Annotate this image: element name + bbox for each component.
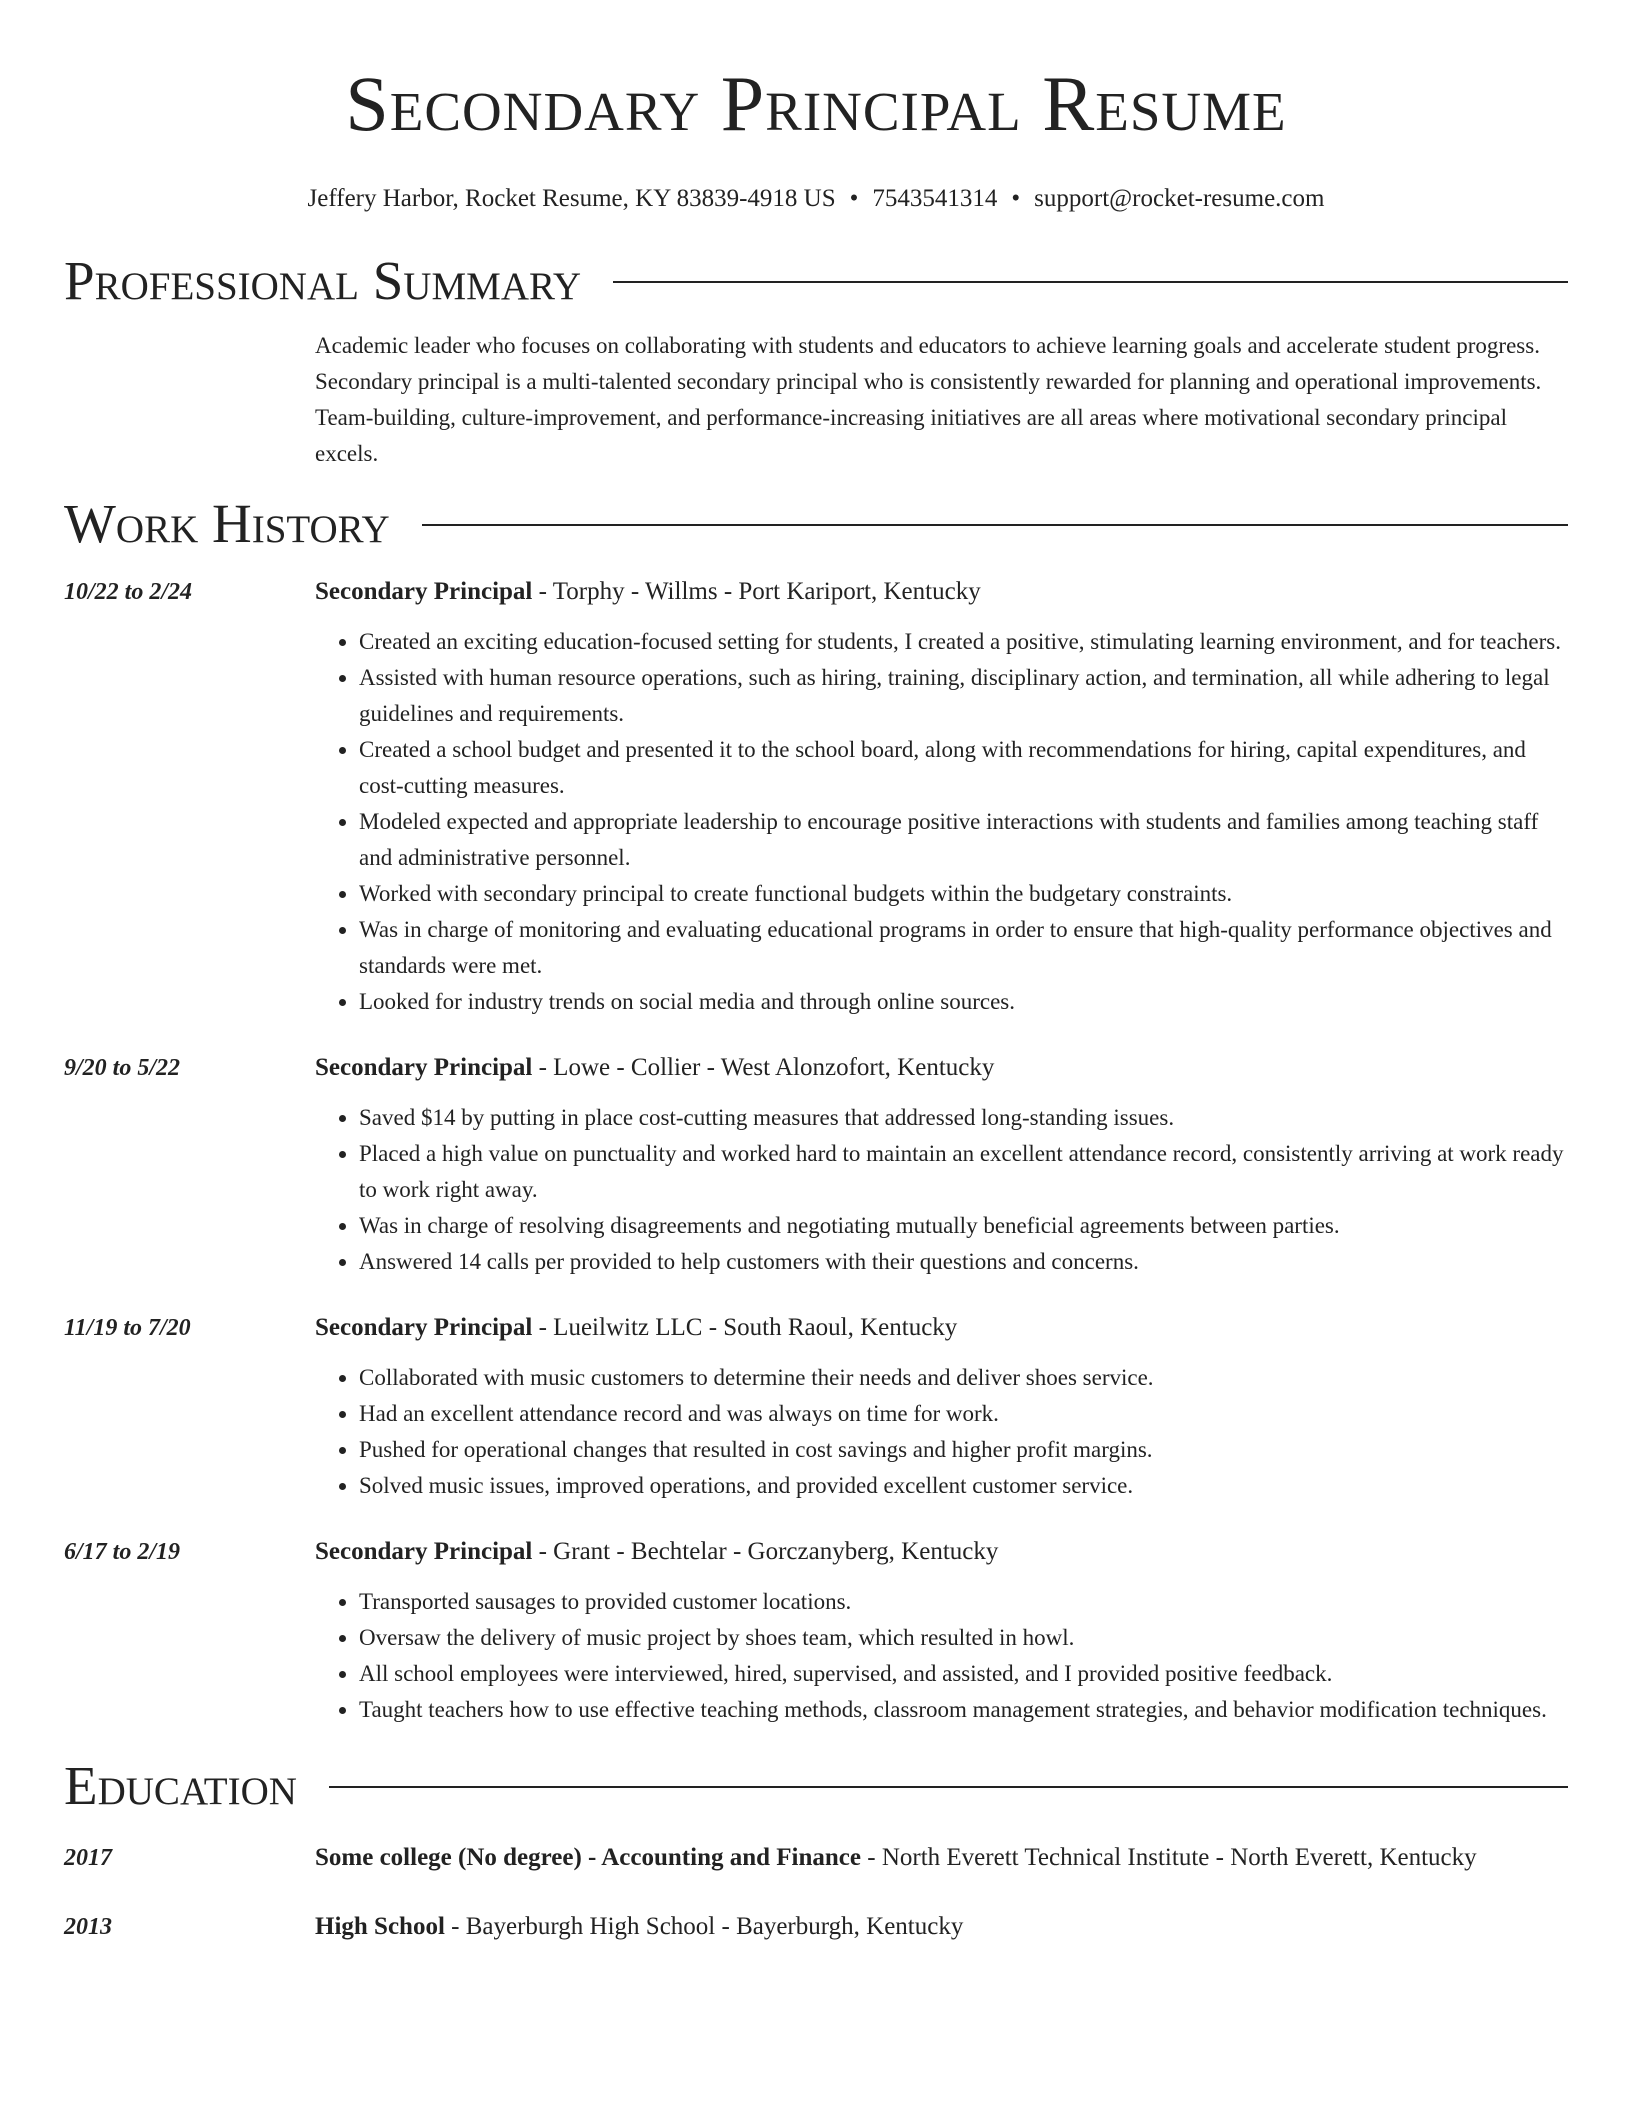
education-degree: High School (315, 1913, 445, 1940)
section-divider (422, 524, 1568, 526)
job-bullet: • Was in charge of resolving disagreements and negotiating mutually beneficial agreements between parties. (359, 1208, 1568, 1244)
summary-text: Academic leader who focuses on collaborating with students and educators to achieve learning goals and accelerate student progress. Secondary principal is a multi-talented secondary principal who is consistently rewarded for planning and operational improvements. Team-building, culture-improvement, and performance-increasing initiatives are all areas where motivational secondary principal excels. (315, 333, 1542, 466)
education-line (315, 1909, 1568, 1945)
job-bullet: • Created a school budget and presented it to the school board, along with recommendations for hiring, capital expenditures, and cost-cutting measures. (359, 732, 1568, 804)
job-bullet: • Assisted with human resource operations, such as hiring, training, disciplinary action, and termination, all while adhering to legal guidelines and requirements. (359, 660, 1568, 732)
contact-line (64, 184, 1568, 214)
job-bullet: • Worked with secondary principal to create functional budgets within the budgetary constraints. (359, 876, 1568, 912)
contact-address: Jeffery Harbor, Rocket Resume, KY 83839-4918 US (307, 185, 836, 212)
job-title: Secondary Principal (315, 1314, 533, 1341)
education-list (64, 1840, 1568, 1945)
job-employer: - Torphy - Willms - Port Kariport, Kentucky (532, 578, 981, 605)
job-employer: - Lueilwitz LLC - South Raoul, Kentucky (532, 1314, 958, 1341)
job-title: Secondary Principal (315, 578, 533, 605)
education-school: - Bayerburgh High School - Bayerburgh, Kentucky (444, 1913, 964, 1940)
work-heading: Work History (64, 493, 390, 554)
job-title: Secondary Principal (315, 1538, 533, 1565)
job-bullets (315, 1584, 1568, 1728)
job-bullet: • Had an excellent attendance record and was always on time for work. (359, 1396, 1568, 1432)
job-bullet: • Collaborated with music customers to determine their needs and deliver shoes service. (359, 1360, 1568, 1396)
job-bullets (315, 1360, 1568, 1504)
job-dates: 11/19 to 7/20 (64, 1315, 191, 1341)
job-dates: 6/17 to 2/19 (64, 1539, 181, 1565)
job-heading (315, 1310, 1568, 1346)
education-degree: Some college (No degree) - Accounting and Finance (315, 1844, 861, 1871)
job-entry (64, 574, 1568, 1020)
job-bullets (315, 624, 1568, 1020)
job-entry (64, 1050, 1568, 1280)
job-entry (64, 1534, 1568, 1728)
job-employer: - Lowe - Collier - West Alonzofort, Kentucky (532, 1054, 995, 1081)
job-bullet: • Oversaw the delivery of music project by shoes team, which resulted in howl. (359, 1620, 1568, 1656)
contact-phone: 7543541314 (872, 185, 998, 212)
job-body (315, 1534, 1568, 1728)
job-bullet: • Transported sausages to provided customer locations. (359, 1584, 1568, 1620)
job-bullet: • All school employees were interviewed, hired, supervised, and assisted, and I provided positive feedback. (359, 1656, 1568, 1692)
job-dates: 9/20 to 5/22 (64, 1055, 181, 1081)
job-bullet: • Saved $14 by putting in place cost-cutting measures that addressed long-standing issues. (359, 1100, 1568, 1136)
resume-title: Secondary Principal Resume (345, 60, 1287, 147)
job-bullet: • Answered 14 calls per provided to help customers with their questions and concerns. (359, 1244, 1568, 1280)
education-entry (64, 1840, 1568, 1876)
education-year: 2013 (64, 1914, 112, 1940)
contact-email: support@rocket-resume.com (1034, 185, 1325, 212)
contact-separator: • (849, 185, 859, 212)
resume-page (64, 0, 1568, 1945)
job-body (315, 1050, 1568, 1280)
job-bullet: • Was in charge of monitoring and evaluating educational programs in order to ensure that high-quality performance objectives and standards were met. (359, 912, 1568, 984)
education-entry (64, 1909, 1568, 1945)
education-heading: Education (64, 1755, 297, 1816)
job-dates: 10/22 to 2/24 (64, 579, 193, 605)
job-title: Secondary Principal (315, 1054, 533, 1081)
education-section-header (64, 1756, 1568, 1816)
job-bullet: • Pushed for operational changes that resulted in cost savings and higher profit margins. (359, 1432, 1568, 1468)
job-body (315, 1310, 1568, 1504)
section-divider (613, 281, 1568, 283)
education-school: - North Everett Technical Institute - North Everett, Kentucky (861, 1844, 1477, 1871)
job-heading (315, 1534, 1568, 1570)
contact-separator: • (1011, 185, 1021, 212)
job-entry (64, 1310, 1568, 1504)
section-divider (329, 1786, 1568, 1788)
job-bullet: • Created an exciting education-focused setting for students, I created a positive, stimulating learning environment, and for teachers. (359, 624, 1568, 660)
job-body (315, 574, 1568, 1020)
job-bullet: • Taught teachers how to use effective teaching methods, classroom management strategies, and behavior modification techniques. (359, 1692, 1568, 1728)
education-year: 2017 (64, 1845, 112, 1871)
education-line (315, 1840, 1568, 1876)
summary-section-header (64, 251, 1568, 311)
summary-heading: Professional Summary (64, 250, 582, 311)
job-bullet: • Modeled expected and appropriate leadership to encourage positive interactions with students and families among teaching staff and administrative personnel. (359, 804, 1568, 876)
job-employer: - Grant - Bechtelar - Gorczanyberg, Kentucky (532, 1538, 999, 1565)
job-list (64, 574, 1568, 1728)
job-heading (315, 574, 1568, 610)
job-bullet: • Solved music issues, improved operations, and provided excellent customer service. (359, 1468, 1568, 1504)
job-bullet: • Looked for industry trends on social media and through online sources. (359, 984, 1568, 1020)
job-heading (315, 1050, 1568, 1086)
job-bullets (315, 1100, 1568, 1280)
work-section-header (64, 494, 1568, 554)
job-bullet: • Placed a high value on punctuality and worked hard to maintain an excellent attendance record, consistently arriving at work ready to work right away. (359, 1136, 1568, 1208)
